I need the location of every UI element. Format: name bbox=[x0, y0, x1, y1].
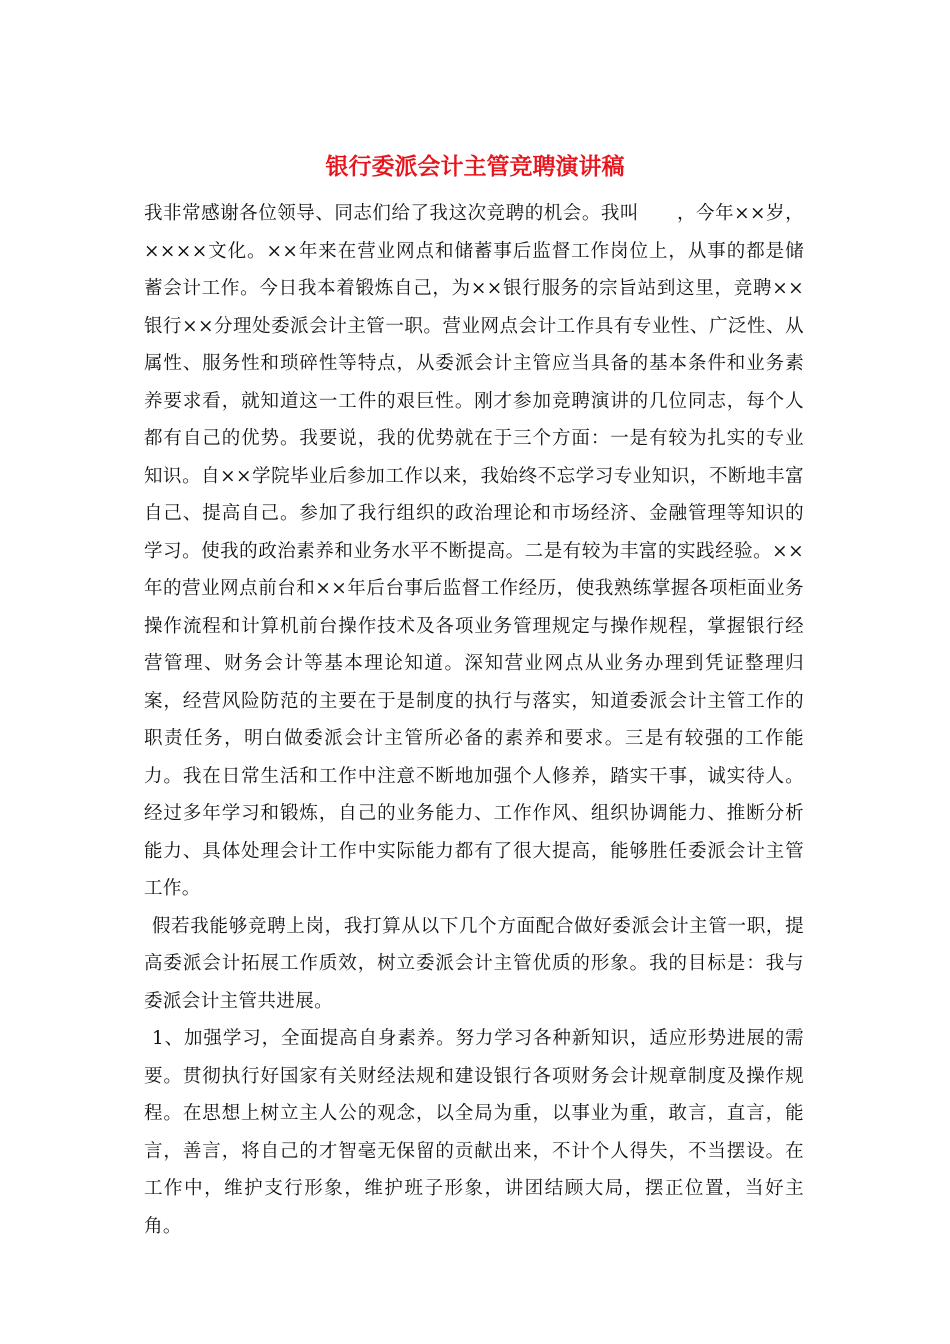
document-body bbox=[144, 195, 804, 1245]
paragraph-2: 假若我能够竞聘上岗，我打算从以下几个方面配合做好委派会计主管一职，提高委派会计拓展工作质效，树立委派会计主管优质的形象。我的目标是：我与委派会计主管共进展。 bbox=[144, 915, 804, 1012]
document-title: 银行委派会计主管竞聘演讲稿 bbox=[325, 153, 625, 180]
paragraph-1: 我非常感谢各位领导、同志们给了我这次竞聘的机会。我叫 ，今年××岁，××××文化。××年来在营业网点和储蓄事后监督工作岗位上，从事的都是储蓄会计工作。今日我本着锻炼自己，为××银行服务的宗旨站到这里，竞聘××银行××分理处委派会计主管一职。营业网点会计工作具有专业性、广泛性、从属性、服务性和琐碎性等特点，从委派会计主管应当具备的基本条件和业务素养要求看，就知道这一工件的艰巨性。刚才参加竞聘演讲的几位同志，每个人都有自己的优势。我要说，我的优势就在于三个方面：一是有较为扎实的专业知识。自××学院毕业后参加工作以来，我始终不忘学习专业知识，不断地丰富自己、提高自己。参加了我行组织的政治理论和市场经济、金融管理等知识的学习。使我的政治素养和业务水平不断提高。二是有较为丰富的实践经验。××年的营业网点前台和××年后台事后监督工作经历，使我熟练掌握各项柜面业务操作流程和计算机前台操作技术及各项业务管理规定与操作规程，掌握银行经营管理、财务会计等基本理论知道。深知营业网点从业务办理到凭证整理归案，经营风险防范的主要在于是制度的执行与落实，知道委派会计主管工作的职责任务，明白做委派会计主管所必备的素养和要求。三是有较强的工作能力。我在日常生活和工作中注意不断地加强个人修养，踏实干事，诚实待人。经过多年学习和锻炼，自己的业务能力、工作作风、组织协调能力、推断分析能力、具体处理会计工作中实际能力都有了很大提高，能够胜任委派会计主管工作。 bbox=[144, 203, 804, 899]
paragraph-3: 1、加强学习，全面提高自身素养。努力学习各种新知识，适应形势进展的需要。贯彻执行好国家有关财经法规和建设银行各项财务会计规章制度及操作规程。在思想上树立主人公的观念，以全局为重，以事业为重，敢言，直言，能言，善言，将自己的才智毫无保留的贡献出来，不计个人得失，不当摆设。在工作中，维护支行形象，维护班子形象，讲团结顾大局，摆正位置，当好主角。 bbox=[144, 1028, 804, 1237]
